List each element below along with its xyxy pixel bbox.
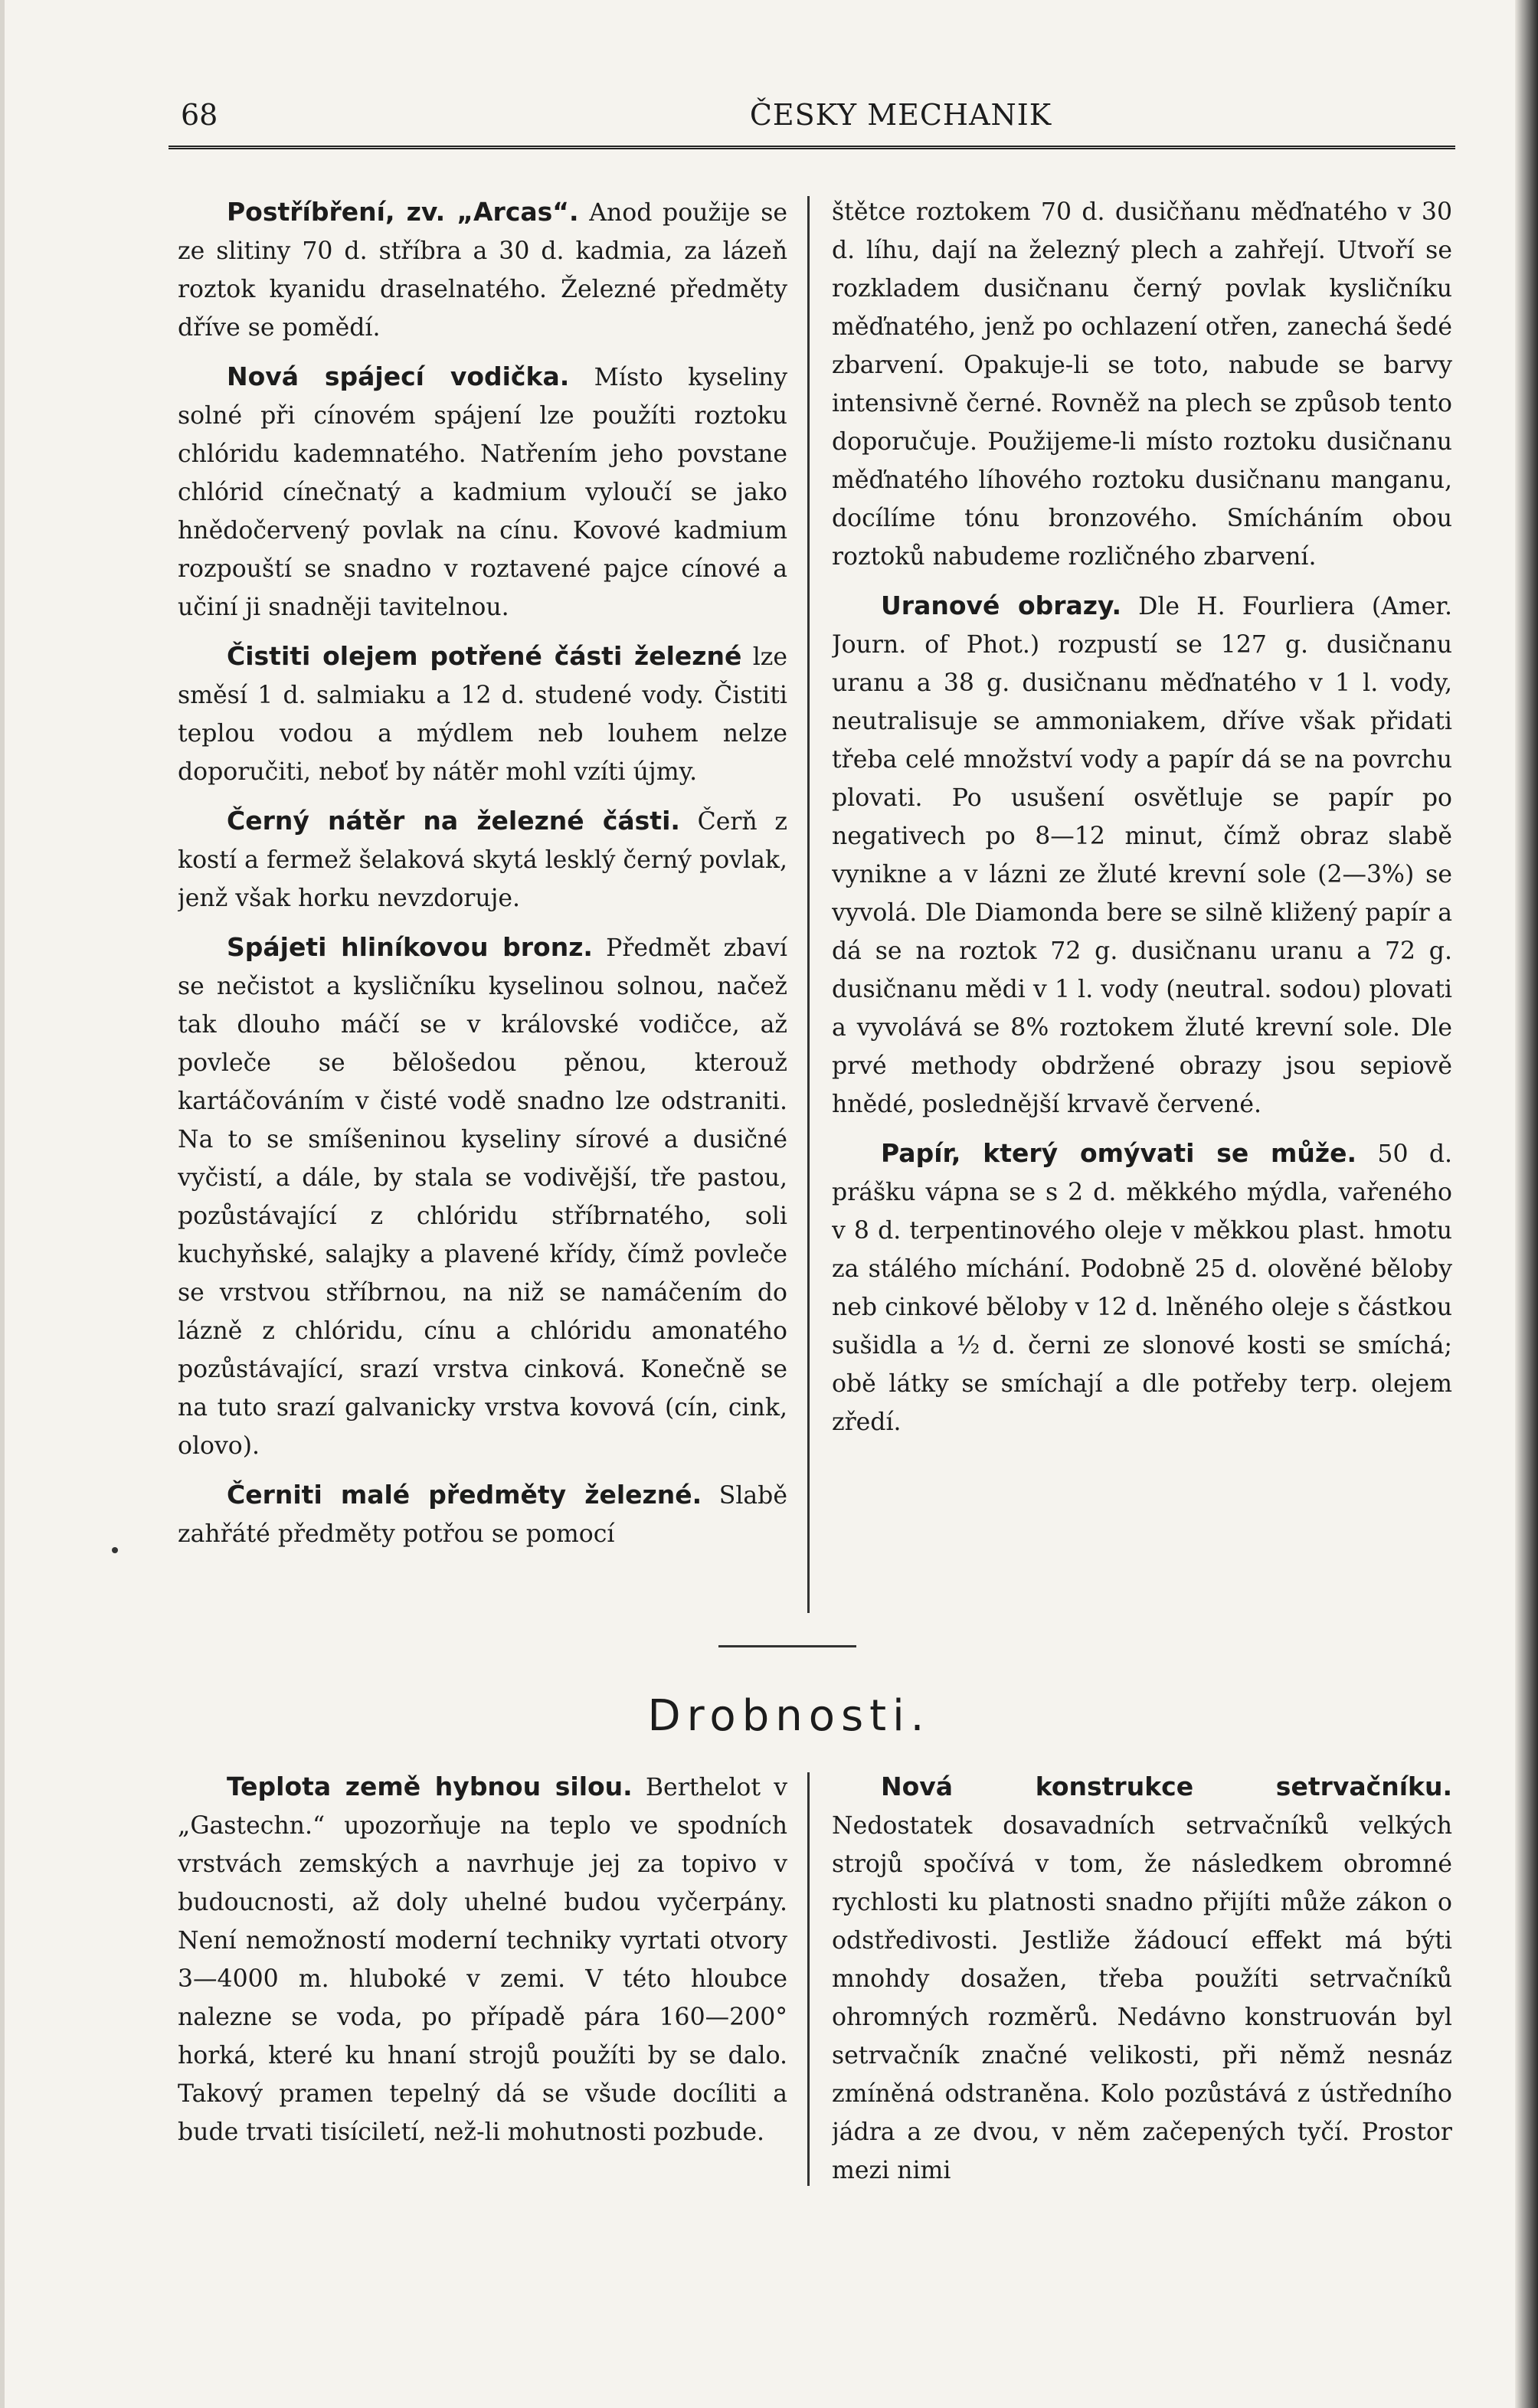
scan-edge-right <box>1515 0 1538 2408</box>
article-teplota-zeme <box>178 1768 787 2151</box>
article-arcas <box>178 193 787 347</box>
article-title: Černiti malé předměty železné. <box>227 1480 702 1510</box>
article-title: Papír, který omývati se může. <box>881 1138 1357 1168</box>
column-divider <box>807 196 810 1613</box>
article-title: Čistiti olejem potřené části železné <box>227 641 742 671</box>
column-divider <box>807 1772 810 2186</box>
article-title: Černý nátěr na železné části. <box>227 806 680 836</box>
article-body: Slabě zahřáté předměty potřou se pomocí <box>178 1482 787 1548</box>
article-body: Nedostatek dosavadních setrvačníků velkých strojů spočívá v tom, že následkem obromné rychlosti ku platnosti snadno přijíti může zákon o odstředivosti. Jestliže žádoucí effekt má býti mnohdy dosažen, třeba použíti setrvačníků ohromných rozměrů. Nedávno konstruován byl setrvačník značné velikosti, při němž nesnáz zmíněná odstraněna. Kolo pozůstává z ústředního jádra a ze dvou, v něm začepených tyčí. Prostor mezi nimi <box>832 1812 1452 2184</box>
article-title: Spájeti hliníkovou bronz. <box>227 932 593 962</box>
article-uranove-obrazy <box>832 587 1452 1124</box>
article-body: štětce roztokem 70 d. dusičňanu měďnatého v 30 d. líhu, dají na železný plech a zahřejí. Utvoří se rozkladem dusičnanu černý povlak kysličníku měďnatého, jenž po ochlazení otřen, zanechá šedé zbarvení. Opakuje-li se toto, nabude se barvy intensivně černé. Rovněž na plech se způsob tento doporučuje. Použijeme-li místo roztoku dusičnanu měďnatého líhového roztoku dusičnanu manganu, docílíme tónu bronzového. Smícháním obou roztoků nabudeme rozličného zbarvení. <box>832 198 1452 571</box>
column-bottom-right <box>832 1768 1452 2197</box>
column-top-right <box>832 193 1452 1618</box>
article-spajeti-hlinik <box>178 928 787 1465</box>
column-bottom-left <box>178 1768 787 2197</box>
margin-dot <box>112 1547 118 1553</box>
article-setrvacnik <box>832 1768 1452 2190</box>
article-title: Nová konstrukce setrvačníku. <box>881 1772 1452 1801</box>
running-title: ČESKY MECHANIK <box>749 98 1052 132</box>
article-body: Čerň z kostí a fermež šelaková skytá lesklý černý povlak, jenž však horku nevzdoruje. <box>178 808 787 912</box>
article-title: Postříbření, zv. „Arcas“. <box>227 197 579 227</box>
article-title: Nová spájecí vodička. <box>227 362 570 391</box>
article-body: lze směsí 1 d. salmiaku a 12 d. studené vody. Čistiti teplou vodou a mýdlem neb louhem nelze doporučiti, neboť by nátěr mohl vzíti újmy. <box>178 643 787 786</box>
article-title: Teplota země hybnou silou. <box>227 1772 633 1801</box>
article-body: 50 d. prášku vápna se s 2 d. měkkého mýdla, vařeného v 8 d. terpentinového oleje v měkkou plast. hmotu za stálého míchání. Podobně 25 d. olověné běloby neb cinkové běloby v 12 d. lněného oleje s částkou sušidla a ½ d. černi ze slonové kosti se smíchá; obě látky se smíchají a dle potřeby terp. olejem zředí. <box>832 1140 1452 1436</box>
article-title: Uranové obrazy. <box>881 591 1122 620</box>
article-papir <box>832 1134 1452 1441</box>
article-cerny-nater <box>178 802 787 918</box>
article-body: Předmět zbaví se nečistot a kysličníku kyselinou solnou, načež tak dlouho máčí se v královské vodičce, až povleče se bělošedou pěnou, kterouž kartáčováním v čisté vodě snadno lze odstraniti. Na to se smíšeninou kyseliny sírové a dusičné vyčistí, a dále, by stala se vodivější, tře pastou, pozůstávající z chlóridu stříbrnatého, soli kuchyňské, salajky a plavené křídy, čímž povleče se vrstvou stříbrnou, na niž se namáčením do lázně z chlóridu, cínu a chlóridu amonatého pozůstávající, srazí vrstva cinková. Konečně se na tuto srazí galvanicky vrstva kovová (cín, cink, olovo). <box>178 934 787 1460</box>
section-rule <box>718 1645 856 1647</box>
article-cerniti <box>178 1476 787 1553</box>
article-body: Anod použije se ze slitiny 70 d. stříbra a 30 d. kadmia, za lázeň roztok kyanidu draselnatého. Železné předměty dříve se pomědí. <box>178 199 787 342</box>
page-header <box>181 98 1452 136</box>
scan-edge-left <box>0 0 5 2408</box>
column-top-left <box>178 193 787 1618</box>
page-number: 68 <box>181 98 218 132</box>
section-title: Drobnosti. <box>647 1691 931 1741</box>
article-cistiti-olejem <box>178 637 787 791</box>
article-body: Místo kyseliny solné při cínovém spájení lze použíti roztoku chlóridu kademnatého. Natřením jeho povstane chlórid cínečnatý a kadmium vyloučí se jako hnědočervený povlak na cínu. Kovové kadmium rozpouští se snadno v roztavené pajce cínové a učiní ji snadněji tavitelnou. <box>178 364 787 621</box>
article-body: Dle H. Fourliera (Amer. Journ. of Phot.) rozpustí se 127 g. dusičnanu uranu a 38 g. dusičnanu měďnatého v 1 l. vody, neutralisuje se ammoniakem, dříve však přidati třeba celé množství vody a papír dá se na povrchu plovati. Po usušení osvětluje se papír po negativech po 8—12 minut, čímž obraz slabě vynikne a v lázni ze žluté krevní sole (2—3%) se vyvolá. Dle Diamonda bere se silně kližený papír a dá se na roztok 72 g. dusičnanu uranu a 72 g. dusičnanu mědi v 1 l. vody (neutral. sodou) plovati a vyvolává se 8% roztokem žluté krevní sole. Dle prvé methody obdržené obrazy jsou sepiově hnědé, poslednější krvavě červené. <box>832 593 1452 1118</box>
article-body: Berthelot v „Gastechn.“ upozorňuje na teplo ve spodních vrstvách zemských a navrhuje jej za topivo v budoucnosti, až doly uhelné budou vyčerpány. Není nemožností moderní techniky vyrtati otvory 3—4000 m. hluboké v zemi. V této hloubce nalezne se voda, po případě pára 160—200° horká, které ku hnaní strojů použíti by se dalo. Takový pramen tepelný dá se všude docíliti a bude trvati tisíciletí, než-li mohutnosti pozbude. <box>178 1774 787 2146</box>
article-cerniti-continued <box>832 193 1452 576</box>
article-spajeci-vodicka <box>178 358 787 627</box>
header-rule <box>169 146 1455 149</box>
